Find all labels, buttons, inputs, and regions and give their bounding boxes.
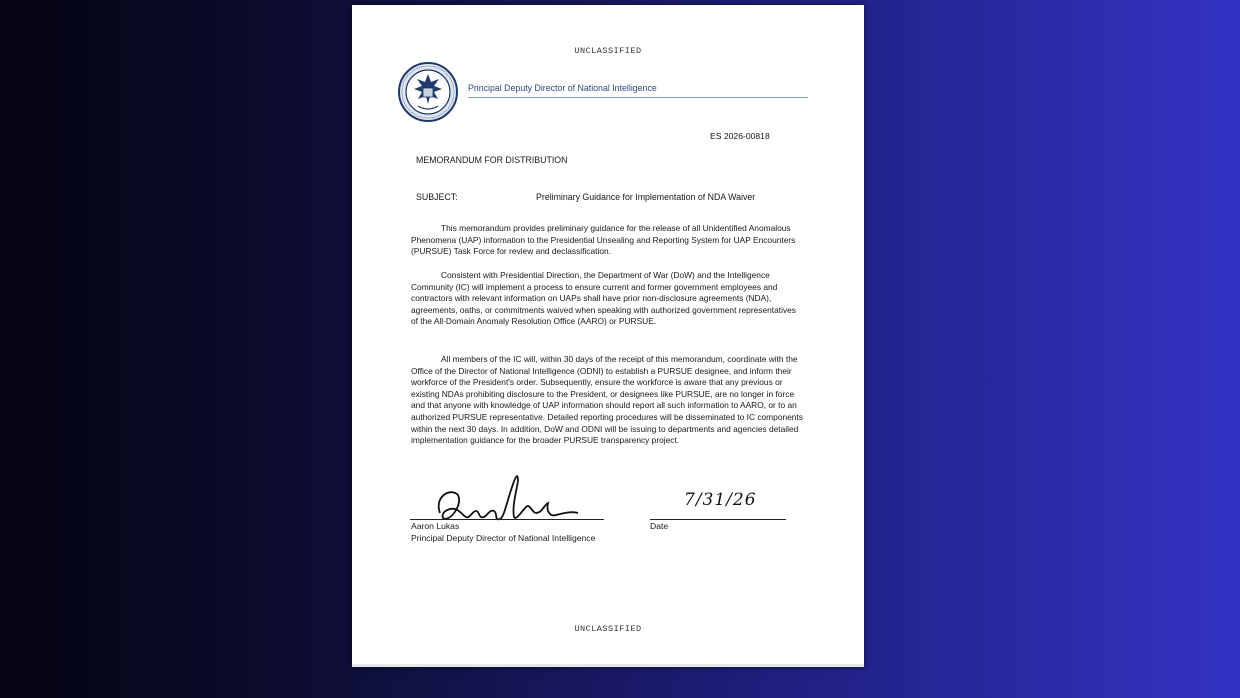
page-bottom-edge — [352, 664, 864, 667]
signature-image — [432, 467, 582, 527]
date-label: Date — [650, 521, 669, 531]
date-line — [650, 519, 786, 520]
signer-name: Aaron Lukas — [411, 521, 460, 531]
office-heading: Principal Deputy Director of National Intelligence — [468, 83, 808, 98]
paragraph-2: Consistent with Presidential Direction, the Department of War (DoW) and the Intelligence Community (IC) will implement a process to ensure current and former government employees and contractors with relevant information on UAPs shall have prior non-disclosure agreements (NDA), agreements, oaths, or commitments waived when speaking with authorized government representatives of the All-Domain Anomaly Resolution Office (AARO) or PURSUE. — [411, 270, 796, 327]
signature-line — [410, 519, 604, 520]
memo-page — [352, 5, 864, 667]
memo-heading: MEMORANDUM FOR DISTRIBUTION — [416, 155, 568, 165]
paragraph-1: This memorandum provides preliminary guidance for the release of all Unidentified Anomalous Phenomena (UAP) information to the Presidential Unsealing and Reporting System for UAP Encounters (PURSUE) Task Force for review and declassification. — [411, 223, 796, 257]
es-number: ES 2026-00818 — [710, 131, 770, 141]
odni-seal-icon — [398, 62, 458, 122]
classification-top: UNCLASSIFIED — [574, 46, 642, 56]
handwritten-date: 7/31/26 — [684, 490, 757, 510]
subject-text: Preliminary Guidance for Implementation of NDA Waiver — [536, 192, 756, 202]
paragraph-3: All members of the IC will, within 30 days of the receipt of this memorandum, coordinate with the Office of the Director of National Intelligence (ODNI) to establish a PURSUE designee, and inform their workforce of the President's order. Subsequently, ensure the workforce is aware that any previous or existing NDAs prohibiting disclosure to the President, or designees like PURSUE, are no longer in force and that anyone with knowledge of UAP information should report all such information to AARO, or to an authorized PURSUE representative. Detailed reporting procedures will be disseminated to IC components within the next 30 days. In addition, DoW and ODNI will be issuing to departments and agencies detailed implementation guidance for the broader PURSUE transparency project. — [411, 354, 803, 446]
subject-label: SUBJECT: — [416, 192, 458, 202]
classification-bottom: UNCLASSIFIED — [574, 624, 642, 634]
signer-title: Principal Deputy Director of National Intelligence — [411, 533, 596, 543]
